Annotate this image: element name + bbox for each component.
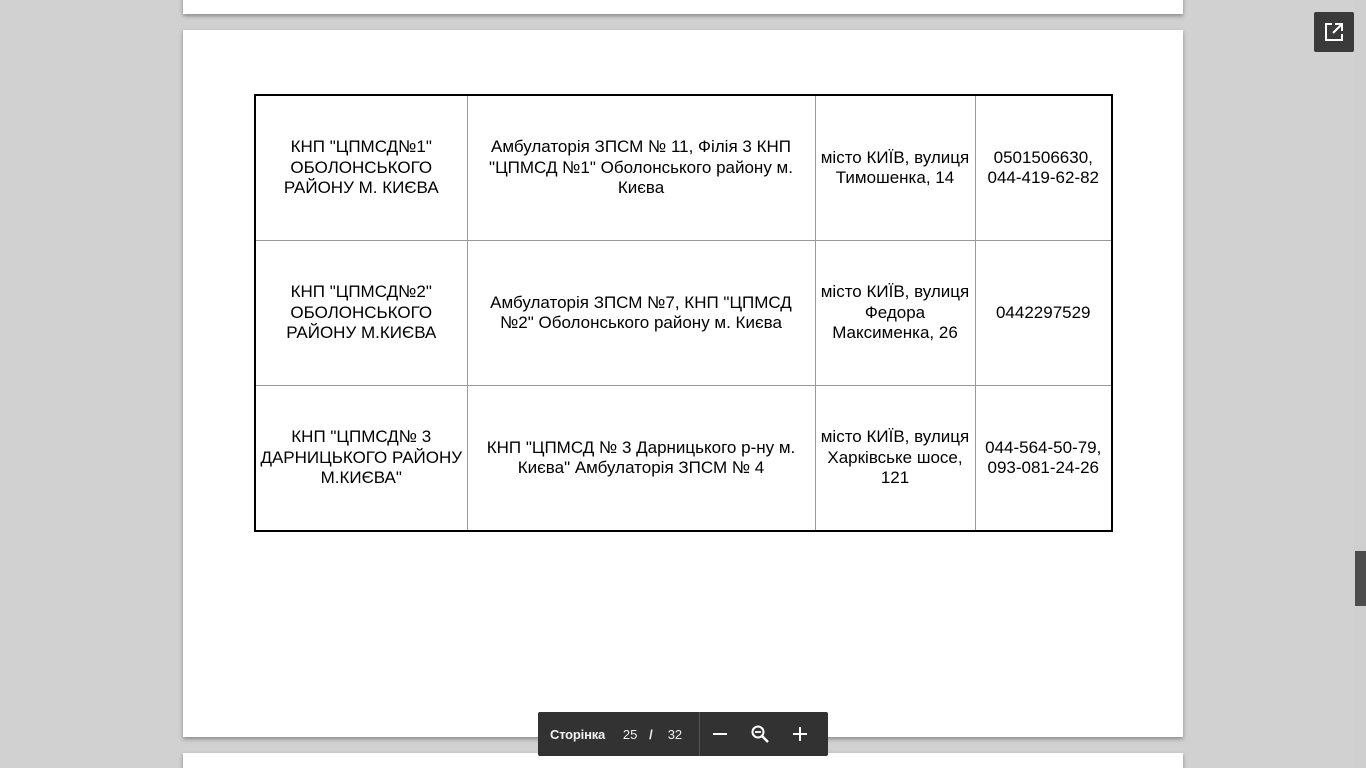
table-cell-phone: 0501506630, 044-419-62-82 bbox=[975, 95, 1112, 241]
zoom-out-button[interactable] bbox=[700, 712, 740, 756]
table-cell-facility: КНП "ЦПМСД № 3 Дарницького р-ну м. Києва" Амбулаторія ЗПСМ № 4 bbox=[467, 386, 815, 532]
table-cell-phone: 0442297529 bbox=[975, 241, 1112, 386]
popout-button[interactable] bbox=[1314, 12, 1354, 52]
table-row bbox=[255, 95, 1112, 241]
table-cell-facility: Амбулаторія ЗПСМ № 11, Філія 3 КНП "ЦПМСД №1" Оболонського району м. Києва bbox=[467, 95, 815, 241]
table-cell-organization: КНП "ЦПМСД№ 3 ДАРНИЦЬКОГО РАЙОНУ М.КИЄВА" bbox=[255, 386, 467, 532]
table-cell-organization: КНП "ЦПМСД№1" ОБОЛОНСЬКОГО РАЙОНУ М. КИЄВА bbox=[255, 95, 467, 241]
table-cell-facility: Амбулаторія ЗПСМ №7, КНП "ЦПМСД №2" Оболонського району м. Києва bbox=[467, 241, 815, 386]
table-cell-organization: КНП "ЦПМСД№2" ОБОЛОНСЬКОГО РАЙОНУ М.КИЄВА bbox=[255, 241, 467, 386]
fit-page-button[interactable] bbox=[740, 712, 780, 756]
table-row bbox=[255, 241, 1112, 386]
minus-icon bbox=[712, 726, 728, 742]
plus-icon bbox=[792, 726, 808, 742]
page-separator: / bbox=[649, 726, 653, 742]
zoom-out-magnifier-icon bbox=[751, 725, 769, 743]
page-toolbar bbox=[538, 712, 828, 756]
contacts-table bbox=[254, 94, 1113, 532]
table-cell-phone: 044-564-50-79, 093-081-24-26 bbox=[975, 386, 1112, 532]
zoom-in-button[interactable] bbox=[780, 712, 820, 756]
table-cell-address: місто КИЇВ, вулиця Федора Максименка, 26 bbox=[815, 241, 975, 386]
table-cell-address: місто КИЇВ, вулиця Харківське шосе, 121 bbox=[815, 386, 975, 532]
total-pages: 32 bbox=[667, 726, 683, 742]
table-row bbox=[255, 386, 1112, 532]
pdf-page-current bbox=[183, 30, 1183, 737]
current-page-input[interactable]: 25 bbox=[622, 726, 638, 742]
table-cell-address: місто КИЇВ, вулиця Тимошенка, 14 bbox=[815, 95, 975, 241]
pdf-page-previous bbox=[183, 0, 1183, 14]
page-label: Сторінка bbox=[550, 726, 606, 742]
open-in-new-icon bbox=[1324, 22, 1344, 42]
vertical-scrollbar[interactable] bbox=[1354, 0, 1366, 768]
scroll-thumb[interactable] bbox=[1355, 551, 1366, 606]
